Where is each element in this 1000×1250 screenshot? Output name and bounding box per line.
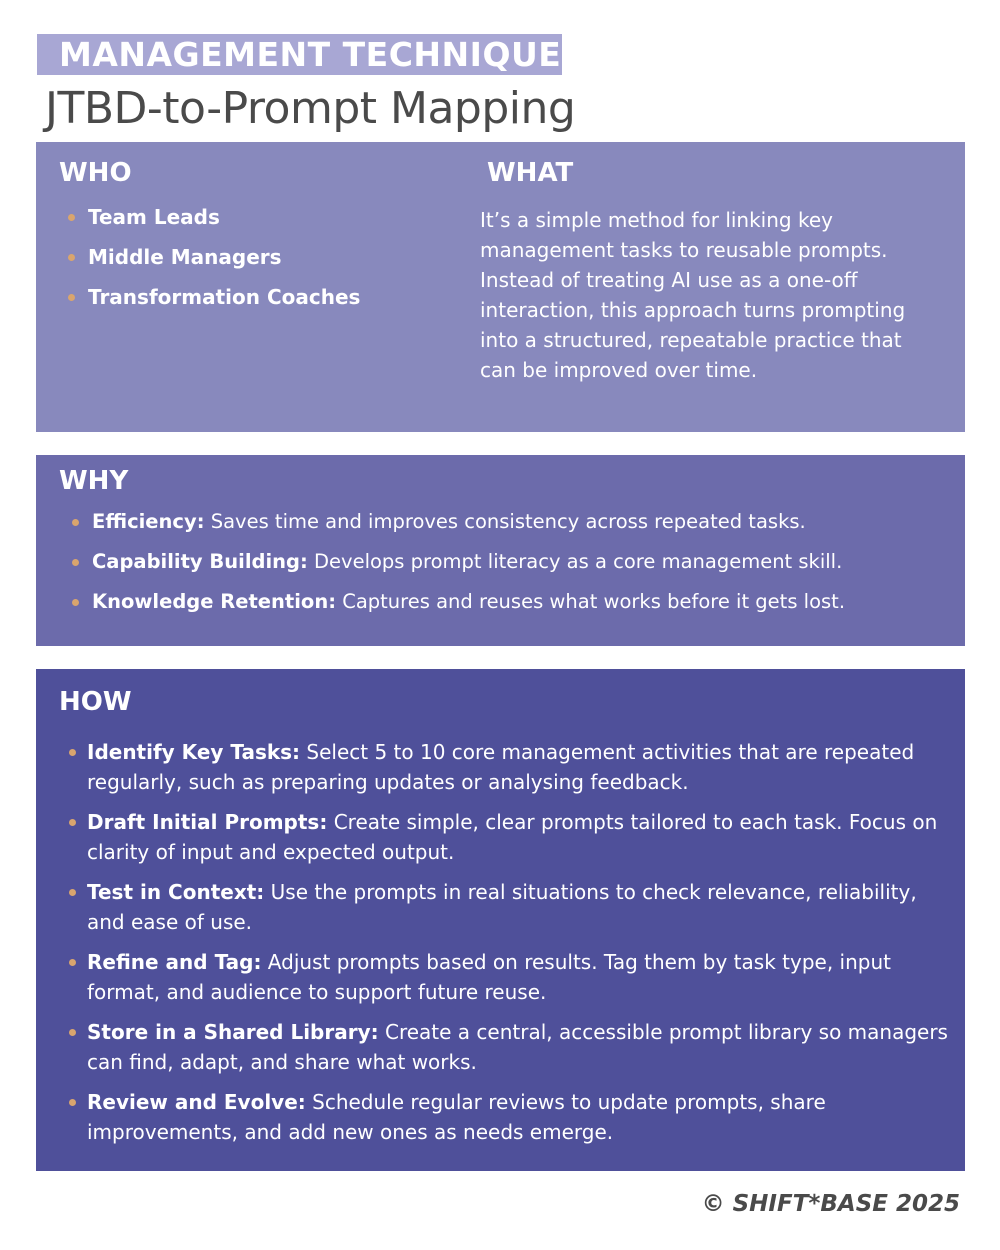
item-label: Knowledge Retention: xyxy=(92,590,336,613)
list-item: Middle Managers xyxy=(88,244,360,270)
how-list xyxy=(87,737,952,1157)
list-item xyxy=(87,877,952,937)
item-label: Draft Initial Prompts: xyxy=(87,810,328,834)
who-heading: WHO xyxy=(59,158,132,188)
item-label: Identify Key Tasks: xyxy=(87,740,301,764)
page-title: JTBD-to-Prompt Mapping xyxy=(45,83,576,134)
item-label: Test in Context: xyxy=(87,880,265,904)
list-item xyxy=(92,548,952,576)
list-item xyxy=(87,807,952,867)
list-item: Transformation Coaches xyxy=(88,285,361,309)
who-list xyxy=(88,204,360,324)
list-item xyxy=(87,1087,952,1147)
item-text: Saves time and improves consistency across repeated tasks. xyxy=(204,510,806,533)
item-label: Efficiency: xyxy=(92,510,205,533)
item-text: Create a central, accessible prompt library so managers can find, adapt, and share what works. xyxy=(87,1020,948,1074)
copyright-notice: © SHIFT*BASE 2025 xyxy=(701,1191,960,1217)
how-heading: HOW xyxy=(59,687,132,717)
item-text: Create simple, clear prompts tailored to each task. Focus on clarity of input and expected output. xyxy=(87,810,938,864)
item-label: Review and Evolve: xyxy=(87,1090,306,1114)
section-kicker: MANAGEMENT TECHNIQUE xyxy=(37,34,562,75)
list-item xyxy=(87,1017,952,1077)
what-description: It’s a simple method for linking key management tasks to reusable prompts. Instead of treating AI use as a one-off interaction, this approach turns prompting into a structured, repeatable practice that can be improved over time. xyxy=(480,208,906,382)
item-label: Refine and Tag: xyxy=(87,950,262,974)
how-panel xyxy=(36,669,965,1171)
what-heading: WHAT xyxy=(487,158,574,188)
item-text: Select 5 to 10 core management activities that are repeated regularly, such as preparing updates or analysing feedback. xyxy=(87,740,915,794)
why-panel xyxy=(36,455,965,646)
item-text: Captures and reuses what works before it gets lost. xyxy=(336,590,846,613)
item-text: Use the prompts in real situations to check relevance, reliability, and ease of use. xyxy=(87,880,917,934)
list-item xyxy=(87,947,952,1007)
list-item xyxy=(92,508,952,536)
why-heading: WHY xyxy=(59,466,129,496)
item-text: Adjust prompts based on results. Tag them by task type, input format, and audience to support future reuse. xyxy=(87,950,891,1004)
list-item xyxy=(92,588,952,616)
who-what-panel xyxy=(36,142,965,432)
item-label: Store in a Shared Library: xyxy=(87,1020,379,1044)
item-text: Develops prompt literacy as a core management skill. xyxy=(307,550,843,573)
why-list xyxy=(92,508,952,628)
list-item: Team Leads xyxy=(88,204,360,230)
list-item xyxy=(87,737,952,797)
item-label: Capability Building: xyxy=(92,550,308,573)
item-text: Schedule regular reviews to update prompts, share improvements, and add new ones as needs emerge. xyxy=(87,1090,826,1144)
